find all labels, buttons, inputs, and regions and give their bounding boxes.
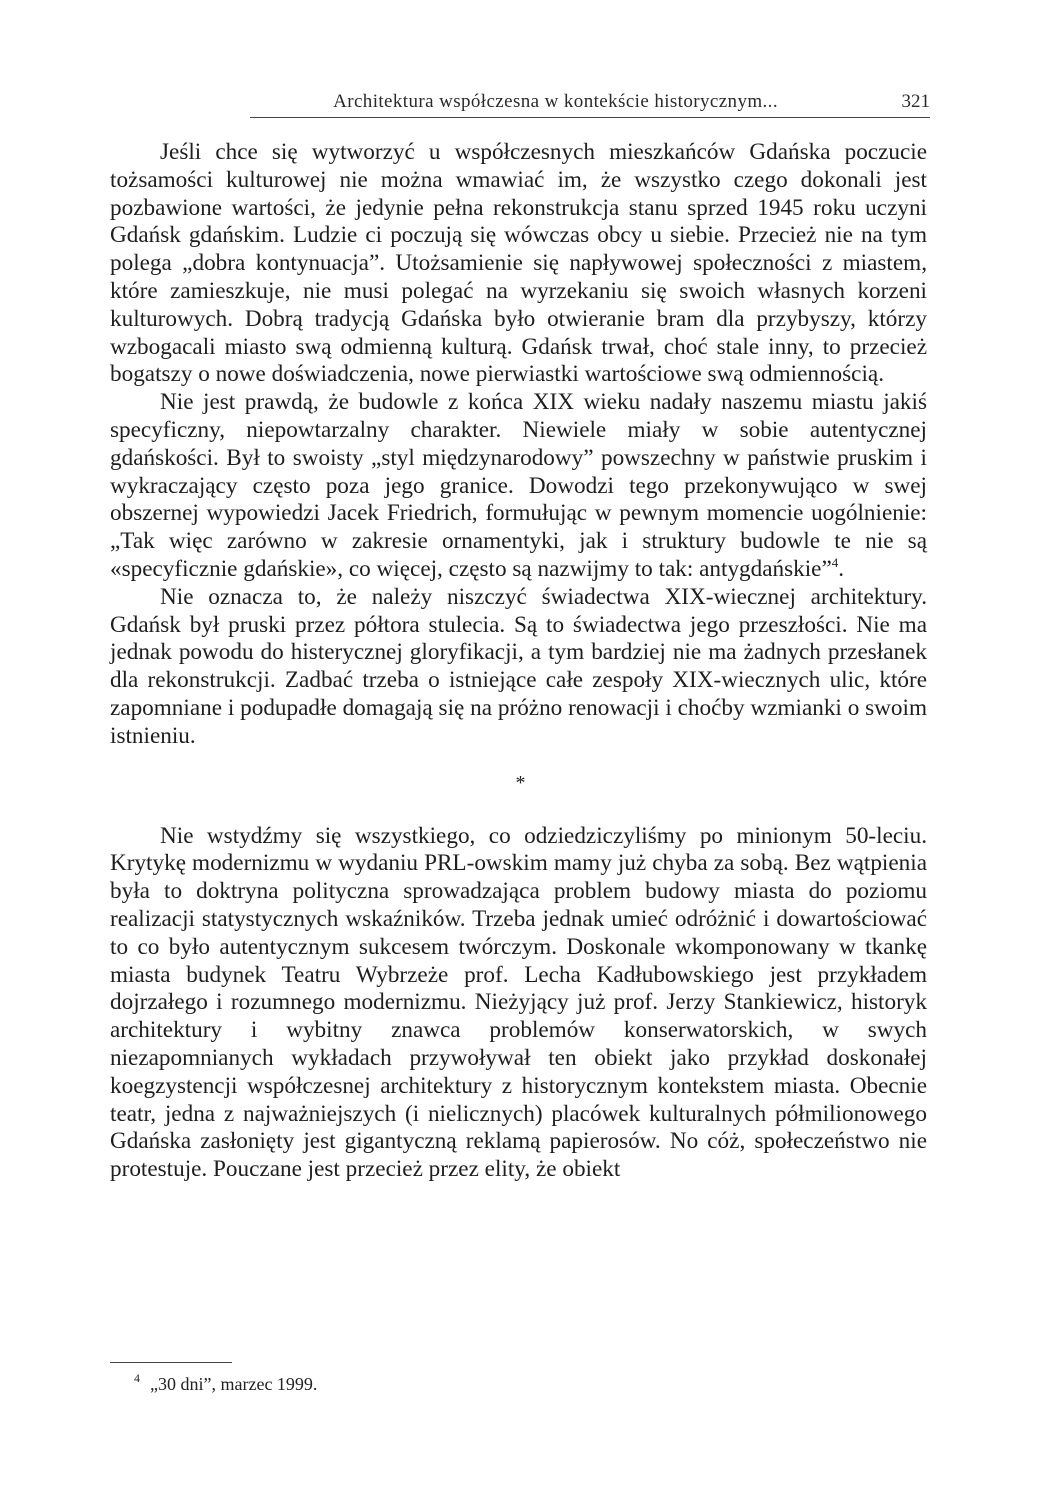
header-rule	[250, 117, 930, 118]
footnote-text: „30 dni”, marzec 1999.	[150, 1374, 318, 1394]
paragraph-1: Jeśli chce się wytworzyć u współczesnych mieszkańców Gdańska poczucie tożsamości kulturowej nie można wmawiać im, że wszystko czego dokonali jest pozbawione wartości, że jedynie pełna rekonstrukcja stanu sprzed 1945 roku uczyni Gdańsk gdańskim. Ludzie ci poczują się wówczas obcy u siebie. Przecież nie na tym polega „dobra kontynuacja”. Utożsamienie się napływowej społeczności z miastem, które zamieszkuje, nie musi polegać na wyrzekaniu się swoich własnych korzeni kulturowych. Dobrą tradycją Gdańska było otwieranie bram dla przybyszy, którzy wzbogacali miasto swą odmienną kulturą. Gdańsk trwał, choć stale inny, to przecież bogatszy o nowe doświadczenia, nowe pierwiastki wartościowe swą odmiennością.	[110, 139, 927, 388]
paragraph-2	[110, 389, 927, 584]
running-header-title: Architektura współczesna w kontekście historycznym...	[333, 91, 778, 112]
running-header	[150, 91, 930, 119]
paragraph-2-end: .	[838, 555, 845, 582]
footnote-number: 4	[134, 1371, 140, 1385]
paragraph-2-text: Nie jest prawdą, że budowle z końca XIX wieku nadały naszemu miastu jakiś specyficzny, niepowtarzalny charakter. Niewiele miały w sobie autentycznej gdańskości. Był to swoisty „styl międzynarodowy” powszechny w państwie pruskim i wykraczający często poza jego granice. Dowodzi tego przekonywująco w swej obszernej wypowiedzi Jacek Friedrich, formułując w pewnym momencie uogólnienie: „Tak więc zarówno w zakresie ornamentyki, jak i struktury budowle te nie są «specyficznie gdańskie», co więcej, często są nazwijmy to tak: antygdańskie”	[110, 389, 927, 582]
paragraph-4: Nie wstydźmy się wszystkiego, co odziedziczyliśmy po minionym 50-leciu. Krytykę modernizmu w wydaniu PRL-owskim mamy już chyba za sobą. Bez wątpienia była to doktryna polityczna sprowadzająca problem budowy miasta do poziomu realizacji statystycznych wskaźników. Trzeba jednak umieć odróżnić i dowartościować to co było autentycznym sukcesem twórczym. Doskonale wkomponowany w tkankę miasta budynek Teatru Wybrzeże prof. Lecha Kadłubowskiego jest przykładem dojrzałego i rozumnego modernizmu. Nieżyjący już prof. Jerzy Stankiewicz, historyk architektury i wybitny znawca problemów konserwatorskich, w swych niezapomnianych wykładach przywoływał ten obiekt jako przykład doskonałej koegzystencji współczesnej architektury z historycznym kontekstem miasta. Obecnie teatr, jedna z najważniejszych (i nielicznych) placówek kulturalnych półmilionowego Gdańska zasłonięty jest gigantyczną reklamą papierosów. No cóż, społeczeństwo nie protestuje. Pouczane jest przecież przez elity, że obiekt	[110, 822, 927, 1183]
paragraph-3: Nie oznacza to, że należy niszczyć świadectwa XIX-wiecznej architektury. Gdańsk był pruski przez półtora stulecia. Są to świadectwa jego przeszłości. Nie ma jednak powodu do histerycznej gloryfikacji, a tym bardziej nie ma żadnych przesłanek dla rekonstrukcji. Zadbać trzeba o istniejące całe zespoły XIX-wiecznych ulic, które zapomniane i podupadłe domagają się na próżno renowacji i choćby wzmianki o swoim istnieniu.	[110, 583, 927, 749]
footnote-reference: 4	[831, 554, 839, 570]
footnote-rule	[110, 1362, 232, 1363]
section-separator: *	[515, 771, 526, 794]
body-text	[110, 139, 927, 1184]
footnote	[134, 1371, 317, 1395]
page-number: 321	[901, 91, 930, 112]
